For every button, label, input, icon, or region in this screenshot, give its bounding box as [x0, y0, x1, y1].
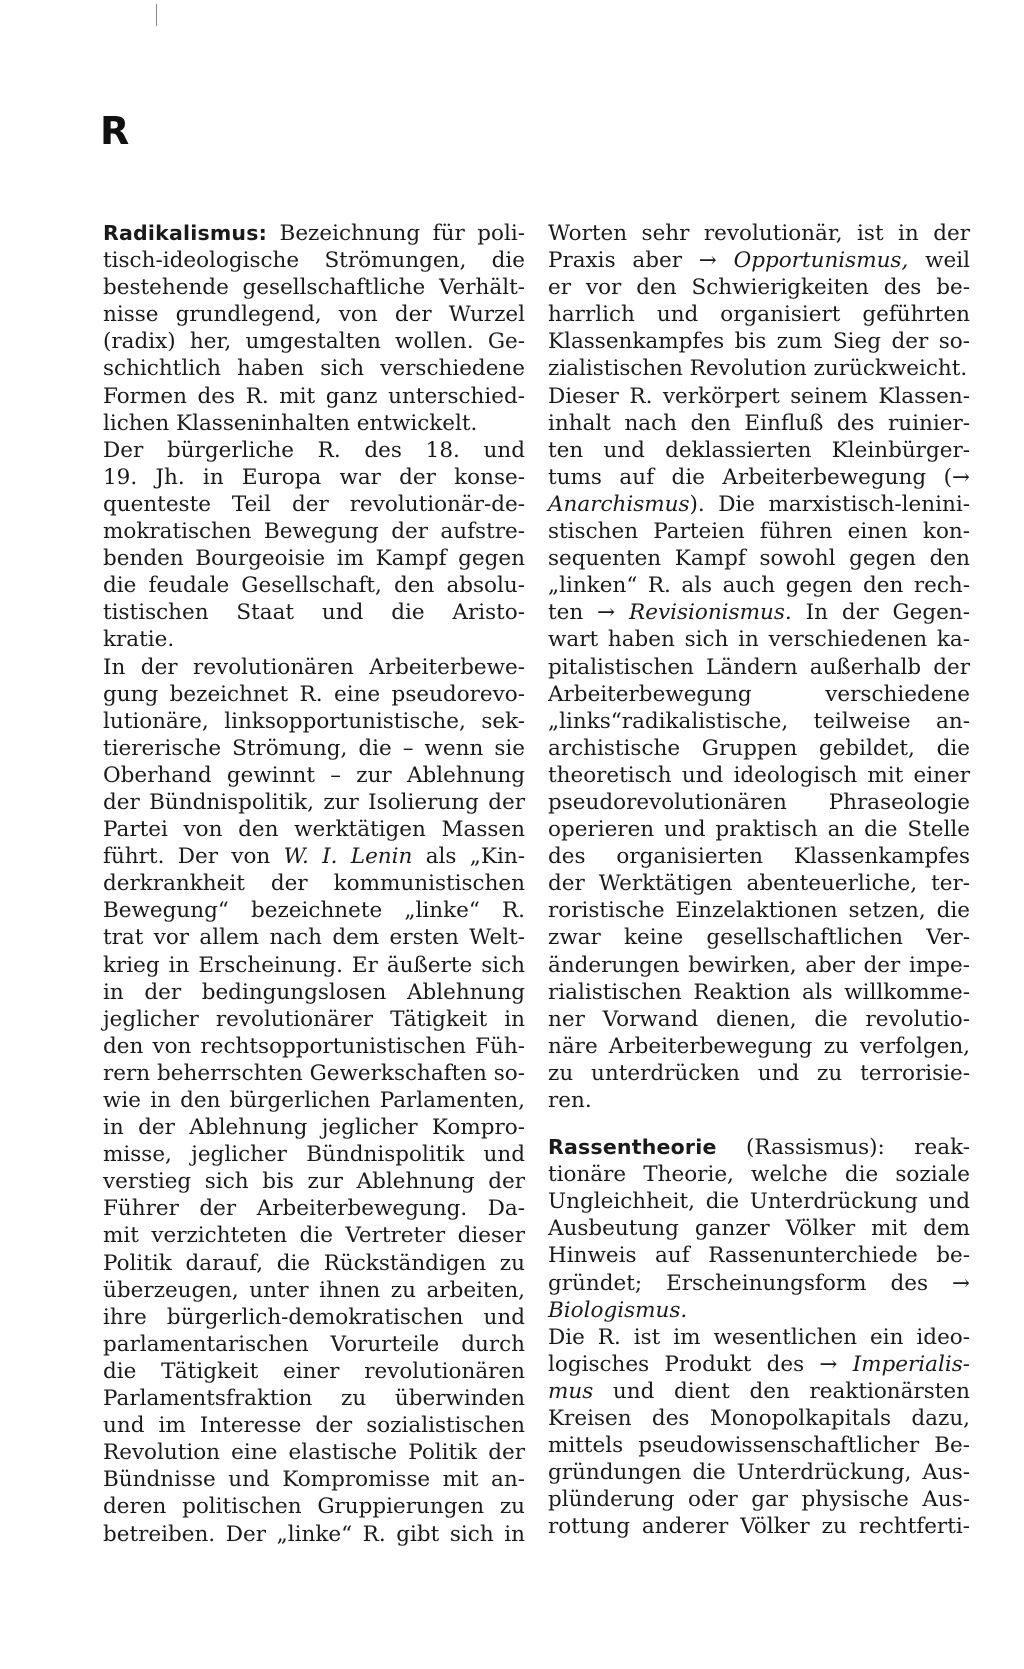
text-line: betreiben. Der „linke“ R. gibt sich in [103, 1521, 525, 1547]
text-line: Klassenkampfes bis zum Sieg der so- [548, 329, 970, 355]
text-line: ten und deklassierten Kleinbürger- [548, 437, 970, 463]
text-line: zialistischen Revolution zurückweicht. [548, 356, 968, 382]
text-line: überzeugen, unter ihnen zu arbeiten, [103, 1277, 525, 1303]
text-line: Führer der Arbeiterbewegung. Da- [103, 1196, 525, 1222]
text-line: operieren und praktisch an die Stelle [548, 817, 970, 843]
text-line: und im Interesse der sozialistischen [103, 1413, 525, 1439]
cross-reference-imperialismus-end: mus [548, 1378, 594, 1404]
text-fragment: In der Gegen- [791, 600, 971, 626]
entry-separator [548, 1114, 970, 1134]
text-line: Bezeichnung für poli- [267, 221, 525, 246]
text-fragment: (Rassismus): reak- [716, 1135, 970, 1161]
text-line: (radix) her, umgestalten wollen. Ge- [103, 329, 525, 355]
text-line: nisse grundlegend, von der Wurzel [103, 302, 525, 328]
text-fragment: als „Kin- [412, 844, 525, 870]
text-line-biologismus [548, 1297, 970, 1324]
entry-radikalismus-first-line [103, 220, 525, 247]
text-fragment: gründet; Erscheinungsform des [548, 1270, 928, 1296]
text-line: In der revolutionären Arbeiterbewe- [103, 654, 525, 680]
cross-reference-anarchismus: Anarchismus [548, 491, 690, 517]
text-line: lichen Klasseninhalten entwickelt. [103, 410, 478, 436]
text-line: pseudorevolutionären Phraseologie [548, 789, 970, 815]
text-line-arbeiterbewegung [548, 464, 970, 491]
text-fragment: Praxis aber [548, 248, 699, 274]
text-line: tistischen Staat und die Aristo- [103, 600, 525, 626]
text-line: ner Vorwand dienen, die revolutio- [548, 1006, 970, 1032]
text-line: zwar keine gesellschaftlichen Ver- [548, 925, 970, 951]
text-line: Revolution eine elastische Politik der [103, 1440, 525, 1466]
arrow-right-icon: → [597, 600, 616, 626]
entry-term-rassentheorie: Rassentheorie [548, 1135, 717, 1160]
right-column [548, 220, 970, 1541]
text-line: mittels pseudowissenschaftlicher Be- [548, 1433, 970, 1459]
text-line-mus [548, 1378, 970, 1405]
text-line: stischen Parteien führen einen kon- [548, 519, 970, 545]
text-line: derkrankheit der kommunistischen [103, 871, 525, 897]
cross-reference-imperialismus: Imperialis- [852, 1351, 970, 1377]
text-line: gründungen die Unterdrückung, Aus- [548, 1460, 970, 1486]
text-line: 19. Jh. in Europa war der konse- [103, 464, 525, 490]
text-fragment: und dient den reaktionärsten [593, 1378, 970, 1404]
arrow-right-icon: → [698, 248, 717, 274]
arrow-right-icon: → [819, 1351, 838, 1377]
left-column [103, 220, 525, 1548]
text-line: kratie. [103, 627, 175, 653]
text-line: schichtlich haben sich verschiedene [103, 356, 525, 382]
text-line-imperialismus [548, 1351, 970, 1378]
text-line: wie in den bürgerlichen Parlamenten, [103, 1088, 525, 1113]
text-fragment: ). Die marxistisch-lenini- [689, 491, 970, 517]
text-line-lenin [103, 843, 525, 870]
text-line: der Bündnispolitik, zur Isolierung der [103, 789, 525, 815]
text-line: Politik darauf, die Rückständigen zu [103, 1250, 525, 1276]
text-line: des organisierten Klassenkampfes [548, 844, 970, 870]
text-line: theoretisch und ideologisch mit einer [548, 762, 970, 788]
entry-rassentheorie-first-line [548, 1134, 970, 1161]
text-line: krieg in Erscheinung. Er äußerte sich [103, 952, 525, 978]
arrow-right-icon: → [951, 464, 970, 490]
text-line: parlamentarischen Vorurteile durch [103, 1331, 525, 1357]
cross-reference-opportunismus: Opportunismus, [733, 248, 909, 274]
text-line: harrlich und organisiert geführten [548, 302, 970, 328]
text-fragment: tums auf die Arbeiterbewegung ( [548, 464, 952, 490]
text-line: gung bezeichnet R. eine pseudorevo- [103, 681, 525, 707]
text-line: Dieser R. verkörpert seinem Klassen- [548, 383, 970, 409]
text-fragment: logisches Produkt des [548, 1351, 820, 1377]
text-line: „links“radikalistische, teilweise an- [548, 708, 970, 734]
text-fragment: ten [548, 600, 598, 626]
text-line: mit verzichteten die Vertreter dieser [103, 1223, 525, 1249]
text-line: Partei von den werktätigen Massen [103, 817, 525, 843]
text-line-opportunismus [548, 247, 970, 274]
text-line: „linken“ R. als auch gegen den rech- [548, 573, 970, 599]
text-line: pitalistischen Ländern außerhalb der [548, 654, 970, 680]
text-line: ren. [548, 1088, 592, 1113]
text-line-begruendet [548, 1270, 970, 1297]
text-line: jeglicher revolutionärer Tätigkeit in [103, 1006, 525, 1032]
text-line: in der bedingungslosen Ablehnung [103, 979, 525, 1005]
text-line: deren politischen Gruppierungen zu [103, 1494, 525, 1520]
text-line: die feudale Gesellschaft, den absolu- [103, 573, 525, 599]
text-line: Bewegung“ bezeichnete „linke“ R. [103, 898, 525, 924]
text-line: in der Ablehnung jeglicher Kompro- [103, 1115, 525, 1141]
text-line: sequenten Kampf sowohl gegen den [548, 546, 970, 572]
text-line: den von rechtsopportunistischen Füh- [103, 1033, 525, 1059]
text-line: tiererische Strömung, die – wenn sie [103, 735, 525, 761]
text-line: verstieg sich bis zur Ablehnung der [103, 1169, 525, 1195]
text-line: Arbeiterbewegung verschiedene [548, 681, 970, 707]
cross-reference-biologismus: Biologismus. [548, 1297, 688, 1323]
text-line: die Tätigkeit einer revolutionären [103, 1358, 525, 1384]
text-line: wart haben sich in verschiedenen ka- [548, 627, 970, 653]
text-line: inhalt nach den Einfluß des ruinier- [548, 410, 970, 436]
text-line: Oberhand gewinnt – zur Ablehnung [103, 762, 525, 788]
text-line-anarchismus [548, 491, 970, 518]
text-fragment: führt. Der von [103, 844, 284, 870]
text-line: der Werktätigen abenteuerliche, ter- [548, 871, 970, 897]
text-fragment: weil [908, 248, 970, 274]
text-line: bestehende gesellschaftliche Verhält- [103, 275, 525, 301]
text-line: misse, jeglicher Bündnispolitik und [103, 1142, 525, 1168]
text-line: trat vor allem nach dem ersten Welt- [103, 925, 525, 951]
text-line: lutionäre, linksopportunistische, sek- [103, 708, 525, 734]
text-line: tionäre Theorie, welche die soziale [548, 1162, 970, 1188]
text-line: Hinweis auf Rassenunterchiede be- [548, 1243, 970, 1269]
text-line: roristische Einzelaktionen setzen, die [548, 898, 970, 924]
text-line: änderungen bewirken, aber der impe- [548, 952, 970, 978]
text-line: er vor den Schwierigkeiten des be- [548, 275, 970, 301]
text-line: rern beherrschten Gewerkschaften so- [103, 1060, 525, 1086]
arrow-right-icon: → [951, 1270, 970, 1296]
text-line: tisch-ideologische Strömungen, die [103, 248, 525, 274]
text-line: Der bürgerliche R. des 18. und [103, 437, 525, 463]
text-line: quenteste Teil der revolutionär-de- [103, 491, 525, 517]
text-line: Kreisen des Monopolkapitals dazu, [548, 1406, 970, 1432]
text-line: ihre bürgerlich-demokratischen und [103, 1304, 525, 1330]
text-line: rialistischen Reaktion als willkomme- [548, 979, 970, 1005]
cross-reference-lenin: W. I. Lenin [283, 844, 413, 870]
text-line: Die R. ist im wesentlichen ein ideo- [548, 1324, 970, 1350]
text-line: Worten sehr revolutionär, ist in der [548, 221, 970, 246]
text-line: plünderung oder gar physische Aus- [548, 1487, 970, 1513]
page-edge-mark [156, 4, 157, 26]
text-line: archistische Gruppen gebildet, die [548, 735, 970, 761]
section-letter: R [100, 109, 130, 153]
text-line: Ausbeutung ganzer Völker mit dem [548, 1216, 970, 1242]
text-line: benden Bourgeoisie im Kampf gegen [103, 546, 525, 572]
text-line: Bündnisse und Kompromisse mit an- [103, 1467, 525, 1493]
text-line: rottung anderer Völker zu rechtferti- [548, 1514, 970, 1540]
entry-term-radikalismus: Radikalismus: [103, 221, 267, 245]
text-line: Formen des R. mit ganz unterschied- [103, 383, 525, 409]
text-line: zu unterdrücken und zu terrorisie- [548, 1060, 970, 1086]
text-line-revisionismus [548, 599, 970, 626]
text-line: näre Arbeiterbewegung zu verfolgen, [548, 1033, 970, 1059]
text-line: Parlamentsfraktion zu überwinden [103, 1386, 525, 1412]
cross-reference-revisionismus: Revisionismus. [629, 600, 792, 626]
text-line: Ungleichheit, die Unterdrückung und [548, 1189, 970, 1215]
text-line: mokratischen Bewegung der aufstre- [103, 519, 525, 545]
